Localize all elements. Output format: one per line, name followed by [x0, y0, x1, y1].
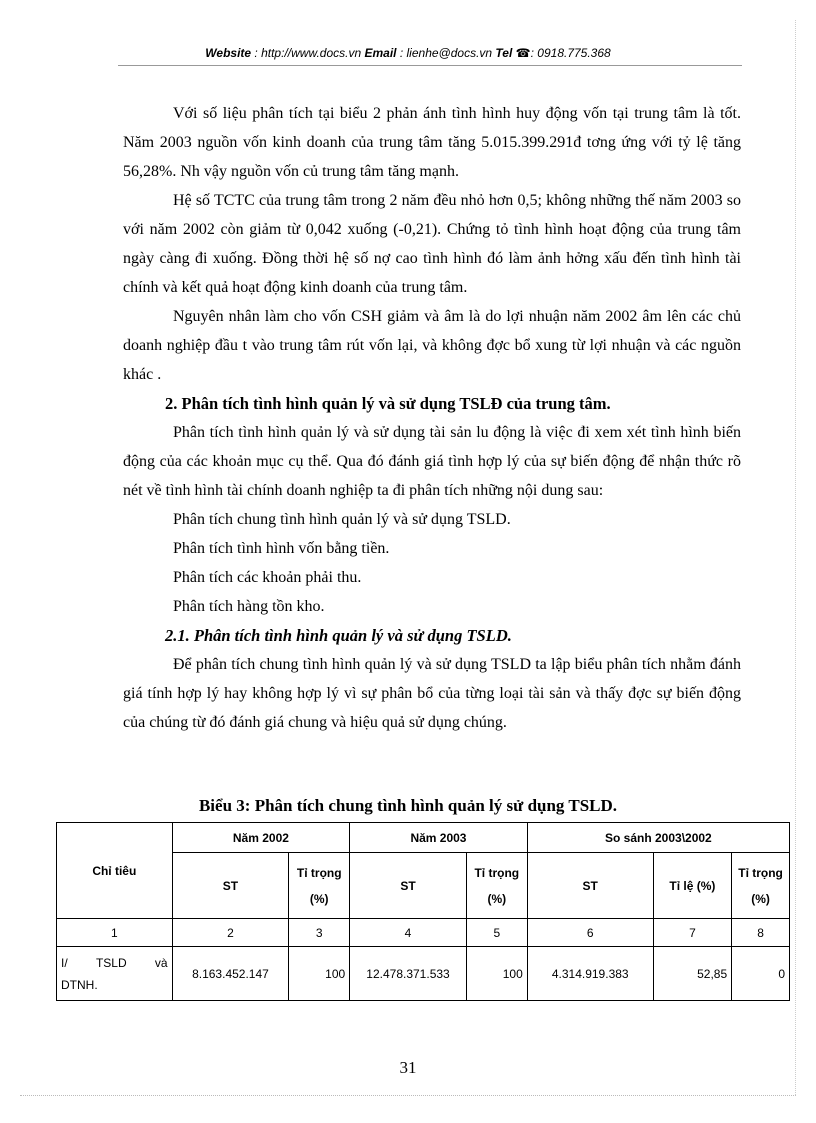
row-label-part: TSLD [95, 955, 127, 970]
header-ti-trong [289, 853, 350, 919]
header-compare: So sánh 2003\2002 [527, 823, 789, 853]
header-ti-trong-unit: (%) [309, 891, 329, 906]
cell-st-2002: 8.163.452.147 [172, 947, 289, 1001]
paragraph-2: Hệ số TCTC của trung tâm trong 2 năm đều nhỏ hơn 0,5; không những thế năm 2003 so với năm 2002 còn giảm từ 0,042 xuống (-0,21). Chứng tỏ tình hình hoạt động của trung tâm ngày càng đi xuống. Đồng thời hệ số nợ cao tình hình đó làm ảnh hởng xấu đến tình hình tài chính và kết quả hoạt động kinh doanh của trung tâm. [123, 192, 741, 296]
row-label [57, 947, 173, 1001]
email-label: Email [364, 46, 397, 60]
cell-st-2003: 12.478.371.533 [350, 947, 467, 1001]
section-heading-2-1: 2.1. Phân tích tình hình quản lý và sử dụng TSLD. [165, 626, 512, 645]
header-st: ST [172, 853, 289, 919]
row-label-line-1 [61, 952, 168, 974]
header-st: ST [527, 853, 653, 919]
index-cell: 6 [527, 919, 653, 947]
list-item: Phân tích tình hình vốn bằng tiền. [173, 540, 390, 557]
tel-label: Tel [495, 46, 513, 60]
cell-tl-compare: 52,85 [653, 947, 731, 1001]
page-header [0, 46, 816, 60]
cell-tt-2003: 100 [466, 947, 527, 1001]
index-cell: 1 [57, 919, 173, 947]
right-rule [795, 20, 796, 1095]
index-row [57, 919, 790, 947]
phone-icon: ☎ [515, 46, 531, 60]
row-label-line-2: DTNH. [61, 977, 98, 992]
header-ti-le: Tỉ lệ (%) [653, 853, 731, 919]
paragraph-3: Nguyên nhân làm cho vốn CSH giảm và âm là do lợi nhuận năm 2002 âm lên các chủ doanh nghiệp đầu t vào trung tâm rút vốn lại, và không đợc bổ xung từ lợi nhuận và các nguồn khác . [123, 308, 741, 383]
list-item: Phân tích hàng tồn kho. [173, 598, 325, 615]
cell-st-compare: 4.314.919.383 [527, 947, 653, 1001]
table-row [57, 947, 790, 1001]
row-label-part: I/ [61, 955, 68, 970]
index-cell: 5 [466, 919, 527, 947]
paragraph-5: Để phân tích chung tình hình quản lý và sử dụng TSLD ta lập biểu phân tích nhằm đánh giá tính hợp lý hay không hợp lý vì sự phân bổ của từng loại tài sản và thấy đợc sự biến động của chúng từ đó đánh giá chung và hiệu quả sử dụng chúng. [123, 656, 741, 731]
header-ti-trong-label: Tỉ trọng [474, 865, 520, 880]
table-title: Biểu 3: Phân tích chung tình hình quản lý sử dụng TSLD. [198, 796, 618, 815]
header-ti-trong [466, 853, 527, 919]
header-ti-trong-label: Tỉ trọng [296, 865, 342, 880]
tel-value: : 0918.775.368 [530, 46, 611, 60]
header-ti-trong-label: Tỉ trọng [738, 865, 783, 880]
index-cell: 3 [289, 919, 350, 947]
row-label-part: và [154, 955, 168, 970]
paragraph-4: Phân tích tình hình quản lý và sử dụng tài sản lu động là việc đi xem xét tình hình biến động của các khoản mục cụ thể. Qua đó đánh giá tình hợp lý của sự biến động để nhận thức rõ nét về tình hình tài chính doanh nghiệp ta đi phân tích những nội dung sau: [123, 424, 741, 499]
cell-tt-2002: 100 [289, 947, 350, 1001]
header-ti-trong-unit: (%) [751, 891, 770, 906]
analysis-table [56, 822, 790, 1001]
header-year-2003: Năm 2003 [350, 823, 528, 853]
section-heading-2: 2. Phân tích tình hình quản lý và sử dụng TSLĐ của trung tâm. [165, 394, 611, 413]
header-chi-tieu: Chỉ tiêu [57, 823, 173, 919]
document-body [123, 99, 741, 737]
index-cell: 7 [653, 919, 731, 947]
website-label: Website [205, 46, 252, 60]
website-value: : http://www.docs.vn [254, 46, 362, 60]
header-rule [118, 65, 742, 66]
index-cell: 2 [172, 919, 289, 947]
list-item: Phân tích chung tình hình quản lý và sử dụng TSLD. [173, 511, 511, 528]
email-value: : lienhe@docs.vn [399, 46, 493, 60]
header-st: ST [350, 853, 467, 919]
header-year-2002: Năm 2002 [172, 823, 350, 853]
cell-tt-compare: 0 [732, 947, 790, 1001]
index-cell: 4 [350, 919, 467, 947]
paragraph-1: Với số liệu phân tích tại biểu 2 phản ánh tình hình huy động vốn tại trung tâm là tốt. Năm 2003 nguồn vốn kinh doanh của trung tâm tăng 5.015.399.291đ tơng ứng với tỷ lệ tăng 56,28%. Nh vậy nguồn vốn củ trung tâm tăng mạnh. [123, 105, 741, 180]
list-item: Phân tích các khoản phải thu. [173, 569, 362, 586]
bottom-rule [20, 1095, 796, 1096]
header-ti-trong [732, 853, 790, 919]
header-ti-trong-unit: (%) [487, 891, 507, 906]
index-cell: 8 [732, 919, 790, 947]
page-number: 31 [399, 1058, 417, 1077]
